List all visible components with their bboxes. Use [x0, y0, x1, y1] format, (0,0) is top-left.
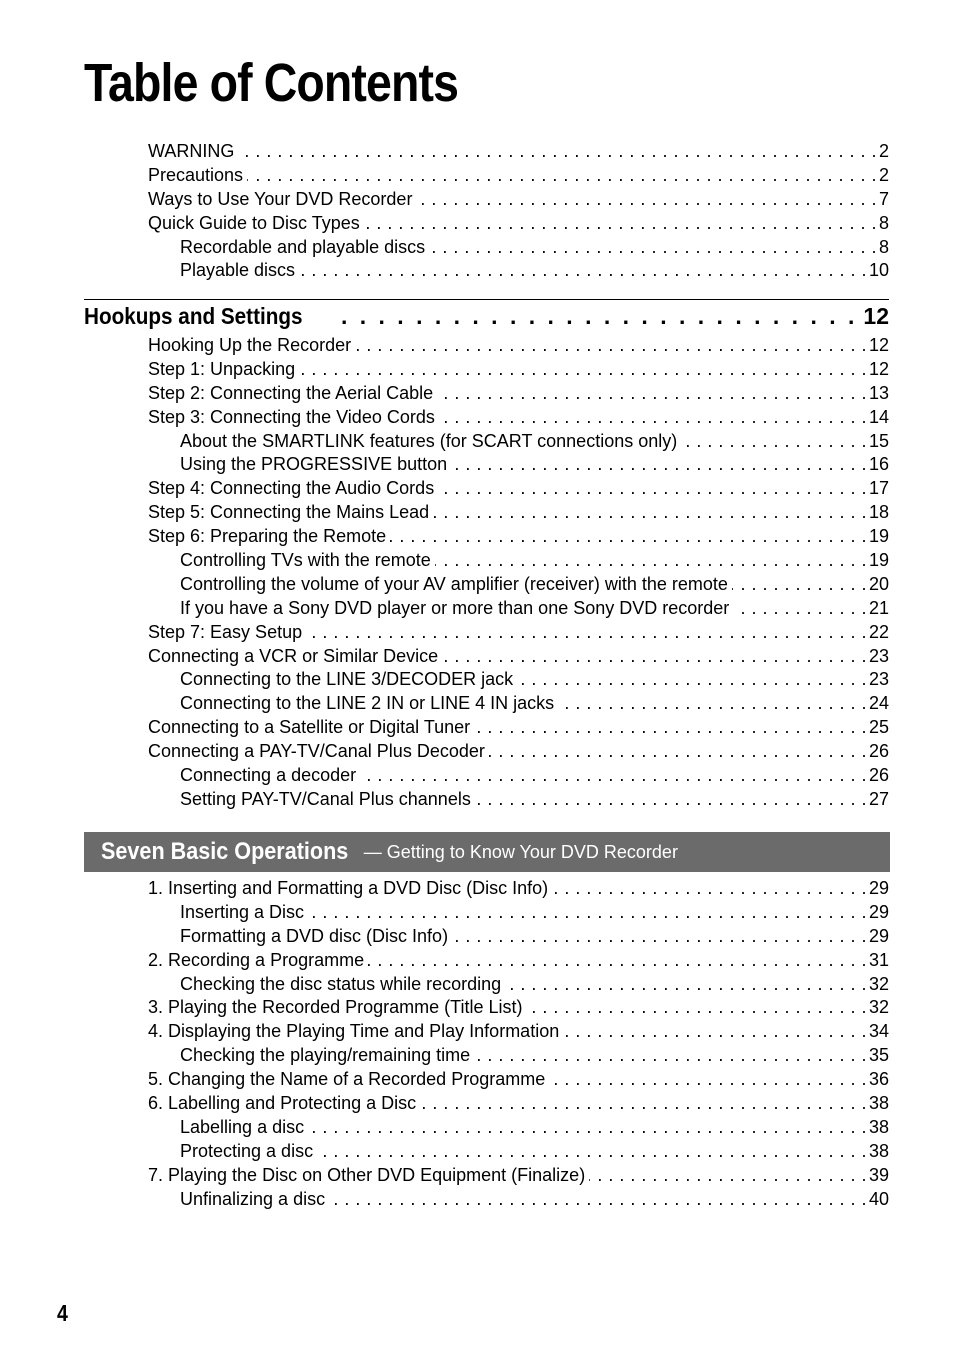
- toc-entry[interactable]: [0, 164, 889, 188]
- leader-dots: [442, 645, 867, 669]
- toc-entry[interactable]: [0, 1068, 889, 1092]
- leader-dots: [474, 716, 867, 740]
- entry-title: Step 5: Connecting the Mains Lead: [148, 502, 430, 523]
- entry-page-number: 26: [868, 765, 889, 786]
- entry-page-number: 35: [868, 1045, 889, 1066]
- leader-dots: [489, 740, 867, 764]
- entry-title: 2. Recording a Programme: [148, 949, 365, 970]
- leader-dots: [474, 1044, 867, 1068]
- toc-entry[interactable]: [0, 597, 889, 621]
- entry-title: Playable discs: [180, 260, 296, 281]
- entry-title: About the SMARTLINK features (for SCART connections only): [180, 430, 678, 451]
- toc-entry[interactable]: [0, 140, 889, 164]
- entry-page-number: 2: [878, 164, 889, 185]
- leader-dots: [429, 236, 877, 260]
- entry-page-number: 31: [868, 949, 889, 970]
- leader-dots: [733, 597, 867, 621]
- leader-dots: [437, 382, 867, 406]
- toc-entry[interactable]: [0, 406, 889, 430]
- entry-title: Hooking Up the Recorder: [148, 335, 352, 355]
- entry-title: Quick Guide to Disc Types: [148, 212, 360, 233]
- toc-entry[interactable]: [0, 259, 889, 283]
- leader-dots: [335, 303, 858, 330]
- toc-entry[interactable]: [0, 430, 889, 454]
- toc-hookups-list: [0, 334, 954, 812]
- entry-title: 3. Playing the Recorded Programme (Title List): [148, 997, 523, 1018]
- section-heading-basic-operations[interactable]: [84, 832, 890, 872]
- entry-title: Formatting a DVD disc (Disc Info): [180, 925, 449, 946]
- entry-title: Checking the playing/remaining time: [180, 1045, 471, 1066]
- toc-entry[interactable]: [0, 716, 889, 740]
- entry-title: Step 3: Connecting the Video Cords: [148, 406, 435, 427]
- leader-dots: [390, 525, 867, 549]
- entry-page-number: 20: [868, 573, 889, 594]
- toc-intro-list: [0, 140, 954, 283]
- entry-page-number: 19: [868, 526, 889, 547]
- entry-page-number: 18: [868, 502, 889, 523]
- entry-title: 6. Labelling and Protecting a Disc: [148, 1093, 417, 1114]
- entry-page-number: 7: [878, 188, 889, 209]
- toc-entry[interactable]: [0, 788, 889, 812]
- section-subtitle: — Getting to Know Your DVD Recorder: [363, 841, 678, 862]
- entry-title: 7. Playing the Disc on Other DVD Equipment (Finalize): [148, 1164, 586, 1185]
- entry-title: Connecting to the LINE 3/DECODER jack: [180, 669, 514, 690]
- entry-page-number: 32: [868, 997, 889, 1018]
- toc-entry[interactable]: [0, 1116, 889, 1140]
- toc-entry[interactable]: [0, 549, 889, 573]
- entry-page-number: 23: [868, 669, 889, 690]
- toc-entry[interactable]: [0, 1092, 889, 1116]
- leader-dots: [355, 334, 867, 358]
- entry-page-number: 40: [868, 1188, 889, 1209]
- page-title: Table of Contents: [84, 53, 459, 113]
- leader-dots: [558, 692, 867, 716]
- leader-dots: [308, 901, 867, 925]
- leader-dots: [299, 358, 867, 382]
- toc-entry[interactable]: [0, 973, 889, 997]
- toc-entry[interactable]: [0, 453, 889, 477]
- leader-dots: [452, 925, 867, 949]
- entry-page-number: 29: [868, 925, 889, 946]
- entry-title: Labelling a disc: [180, 1116, 305, 1137]
- toc-entry[interactable]: [0, 949, 889, 973]
- entry-title: Unfinalizing a disc: [180, 1188, 326, 1209]
- entry-page-number: 29: [868, 901, 889, 922]
- entry-title: Controlling TVs with the remote: [180, 550, 431, 571]
- entry-page-number: 12: [868, 335, 889, 355]
- entry-page-number: 16: [868, 454, 889, 475]
- entry-title: Connecting a VCR or Similar Device: [148, 645, 439, 666]
- toc-entry[interactable]: [0, 1044, 889, 1068]
- entry-title: Step 7: Easy Setup: [148, 621, 303, 642]
- section-divider: [84, 299, 889, 300]
- toc-entry[interactable]: [0, 925, 889, 949]
- entry-title: Inserting a Disc: [180, 901, 305, 922]
- leader-dots: [247, 164, 877, 188]
- entry-page-number: 38: [868, 1093, 889, 1114]
- entry-title: Setting PAY-TV/Canal Plus channels: [180, 788, 471, 809]
- entry-title: 4. Displaying the Playing Time and Play Information: [148, 1021, 560, 1042]
- toc-entry[interactable]: [0, 188, 889, 212]
- entry-title: Using the PROGRESSIVE button: [180, 454, 448, 475]
- leader-dots: [368, 949, 867, 973]
- entry-page-number: 25: [868, 717, 889, 738]
- toc-entry[interactable]: [0, 621, 889, 645]
- toc-entry[interactable]: [0, 740, 889, 764]
- entry-page-number: 21: [868, 597, 889, 618]
- leader-dots: [451, 453, 867, 477]
- leader-dots: [317, 1140, 867, 1164]
- entry-title: Precautions: [148, 164, 244, 185]
- leader-dots: [360, 764, 867, 788]
- leader-dots: [549, 1068, 867, 1092]
- entry-page-number: 38: [868, 1116, 889, 1137]
- leader-dots: [517, 668, 867, 692]
- leader-dots: [475, 788, 867, 812]
- page-number: 4: [57, 1300, 68, 1326]
- entry-page-number: 39: [868, 1164, 889, 1185]
- entry-title: If you have a Sony DVD player or more than one Sony DVD recorder: [180, 597, 730, 618]
- toc-basic-list: [0, 877, 954, 1211]
- entry-title: Connecting a decoder: [180, 765, 357, 786]
- entry-page-number: 15: [868, 430, 889, 451]
- entry-title: Step 4: Connecting the Audio Cords: [148, 478, 435, 499]
- toc-entry[interactable]: [0, 1020, 889, 1044]
- entry-page-number: 29: [868, 878, 889, 898]
- entry-page-number: 32: [868, 973, 889, 994]
- entry-title: Step 1: Unpacking: [148, 358, 296, 379]
- entry-title: Recordable and playable discs: [180, 236, 426, 257]
- toc-entry[interactable]: [0, 996, 889, 1020]
- toc-entry[interactable]: [0, 525, 889, 549]
- entry-page-number: 26: [868, 741, 889, 762]
- toc-entry[interactable]: [0, 501, 889, 525]
- toc-entry[interactable]: [0, 1140, 889, 1164]
- leader-dots: [589, 1164, 867, 1188]
- leader-dots: [526, 996, 866, 1020]
- toc-entry[interactable]: [0, 692, 889, 716]
- entry-title: Connecting to the LINE 2 IN or LINE 4 IN jacks: [180, 693, 555, 714]
- entry-page-number: 27: [868, 788, 889, 809]
- entry-title: Step 2: Connecting the Aerial Cable: [148, 382, 434, 403]
- toc-entry[interactable]: [0, 358, 889, 382]
- entry-page-number: 23: [868, 645, 889, 666]
- entry-title: 1. Inserting and Formatting a DVD Disc (Disc Info): [148, 878, 549, 898]
- leader-dots: [433, 501, 867, 525]
- leader-dots: [238, 140, 877, 164]
- entry-page-number: 34: [868, 1021, 889, 1042]
- leader-dots: [732, 573, 867, 597]
- leader-dots: [439, 406, 867, 430]
- entry-page-number: 36: [868, 1069, 889, 1090]
- toc-entry[interactable]: [0, 1164, 889, 1188]
- leader-dots: [563, 1020, 867, 1044]
- section-page-number: 12: [863, 303, 889, 329]
- entry-page-number: 17: [868, 478, 889, 499]
- entry-title: Protecting a disc: [180, 1140, 314, 1161]
- toc-entry[interactable]: [0, 1188, 889, 1212]
- section-title: Seven Basic Operations: [101, 838, 349, 865]
- entry-title: Controlling the volume of your AV amplifier (receiver) with the remote: [180, 573, 728, 594]
- toc-entry[interactable]: [0, 477, 889, 501]
- entry-title: Checking the disc status while recording: [180, 973, 502, 994]
- toc-entry[interactable]: [0, 645, 889, 669]
- leader-dots: [505, 973, 867, 997]
- leader-dots: [329, 1188, 867, 1212]
- toc-entry[interactable]: [0, 382, 889, 406]
- leader-dots: [364, 212, 877, 236]
- entry-page-number: 19: [868, 550, 889, 571]
- entry-page-number: 24: [868, 693, 889, 714]
- entry-page-number: 22: [868, 621, 889, 642]
- toc-entry[interactable]: [0, 212, 889, 236]
- toc-entry[interactable]: [0, 334, 889, 358]
- toc-entry[interactable]: [0, 764, 889, 788]
- entry-page-number: 14: [868, 406, 889, 427]
- entry-page-number: 2: [878, 141, 889, 161]
- entry-page-number: 8: [878, 236, 889, 257]
- toc-entry[interactable]: [0, 901, 889, 925]
- entry-page-number: 38: [868, 1140, 889, 1161]
- entry-title: Connecting a PAY-TV/Canal Plus Decoder: [148, 741, 485, 762]
- leader-dots: [308, 1116, 867, 1140]
- leader-dots: [681, 430, 867, 454]
- leader-dots: [420, 1092, 867, 1116]
- entry-page-number: 10: [868, 260, 889, 281]
- entry-title: Connecting to a Satellite or Digital Tuner: [148, 717, 471, 738]
- section-title: Hookups and Settings: [84, 303, 303, 329]
- leader-dots: [438, 477, 867, 501]
- leader-dots: [299, 259, 867, 283]
- entry-title: WARNING: [148, 141, 235, 161]
- entry-title: Ways to Use Your DVD Recorder: [148, 188, 413, 209]
- entry-page-number: 8: [878, 212, 889, 233]
- entry-title: Step 6: Preparing the Remote: [148, 526, 387, 547]
- entry-page-number: 12: [868, 358, 889, 379]
- entry-page-number: 13: [868, 382, 889, 403]
- leader-dots: [416, 188, 877, 212]
- section-heading-hookups[interactable]: [84, 303, 889, 333]
- leader-dots: [435, 549, 867, 573]
- toc-entry[interactable]: [0, 877, 889, 901]
- entry-title: 5. Changing the Name of a Recorded Programme: [148, 1069, 546, 1090]
- toc-entry[interactable]: [0, 236, 889, 260]
- toc-entry[interactable]: [0, 573, 889, 597]
- toc-entry[interactable]: [0, 668, 889, 692]
- leader-dots: [552, 877, 867, 901]
- leader-dots: [306, 621, 867, 645]
